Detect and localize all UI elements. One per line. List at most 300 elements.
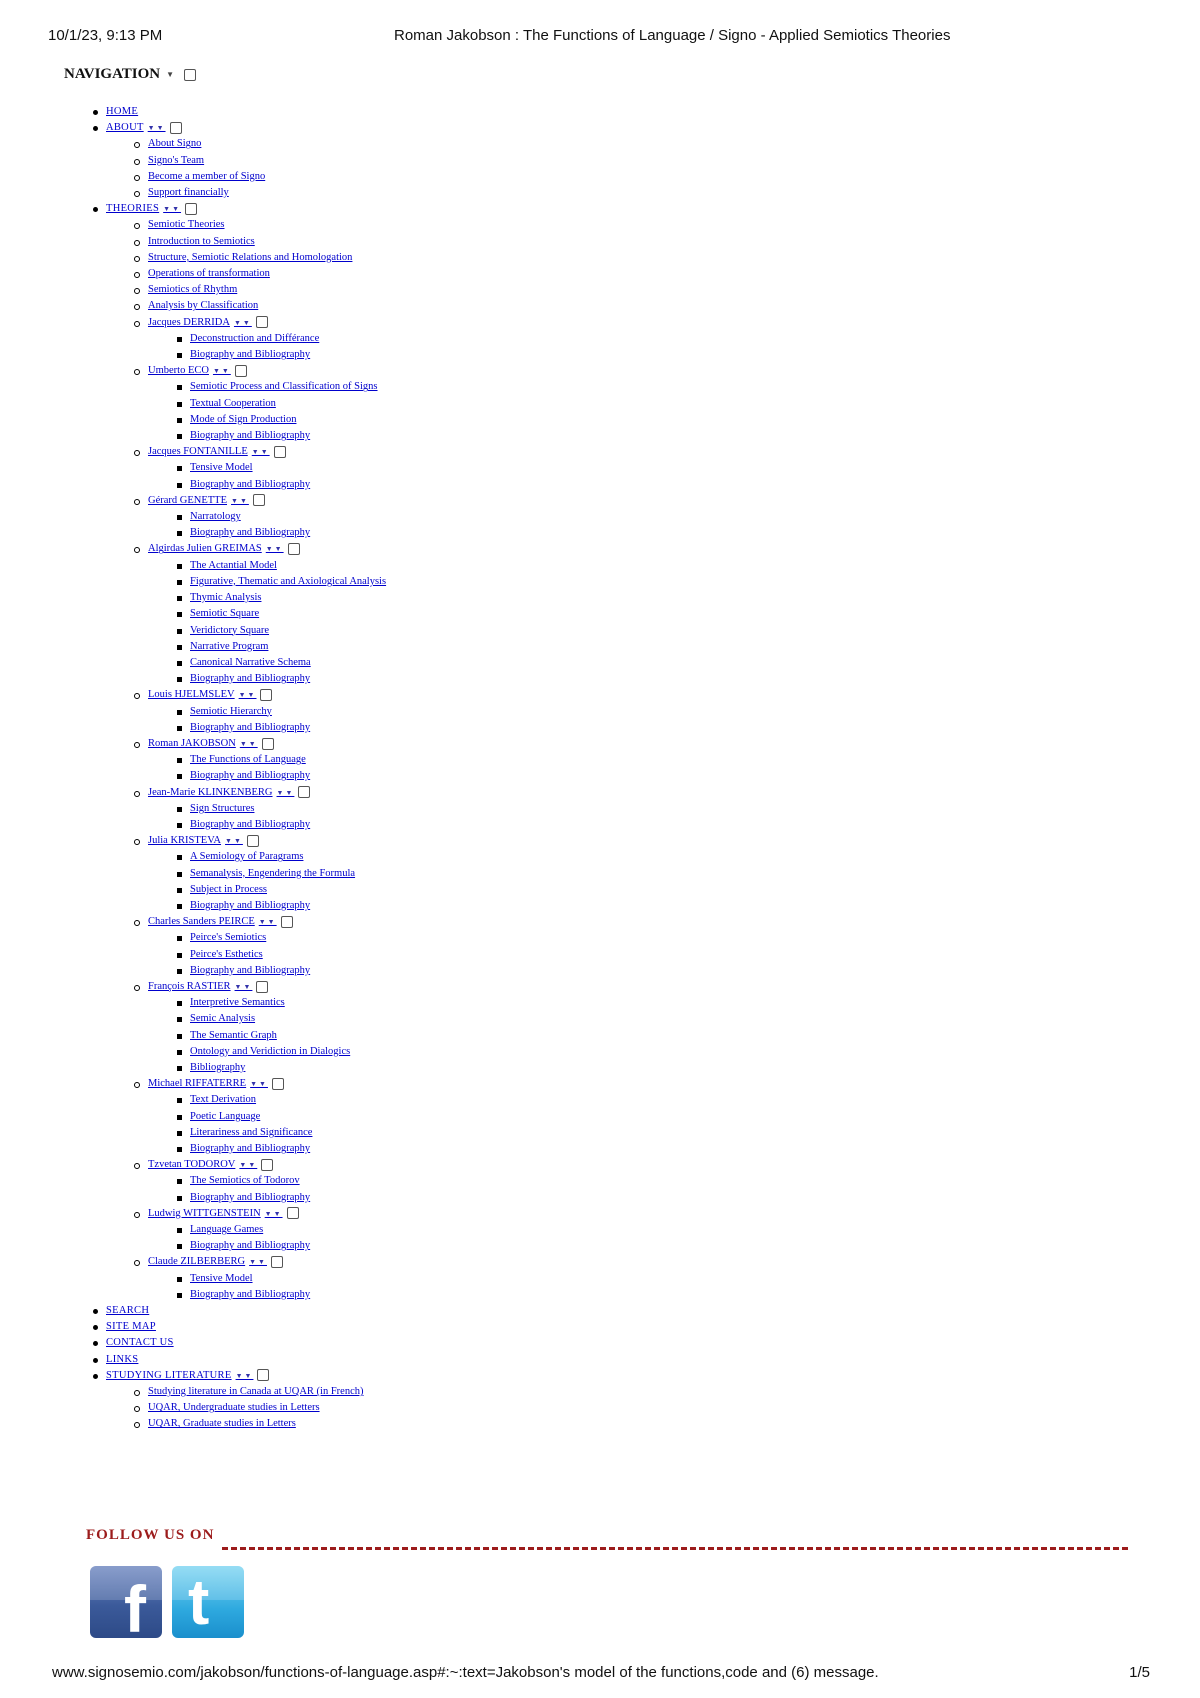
bullet-icon bbox=[93, 1341, 98, 1346]
nav-link-gerard-genette[interactable]: Gérard GENETTE ▼▼ bbox=[148, 494, 249, 506]
nav-list-level-3 bbox=[0, 1173, 1100, 1205]
bullet-icon bbox=[177, 1179, 182, 1184]
nav-link-uqar-graduate-studies-in-letters[interactable]: UQAR, Graduate studies in Letters bbox=[148, 1418, 296, 1430]
nav-item-jean-marie-klinkenberg bbox=[0, 785, 1100, 834]
nav-item-francois-rastier bbox=[0, 979, 1100, 1076]
expand-toggle-checkbox[interactable] bbox=[260, 689, 272, 701]
bullet-icon bbox=[177, 1098, 182, 1103]
bullet-icon bbox=[177, 402, 182, 407]
nav-item-peirce-s-esthetics bbox=[0, 947, 1100, 963]
nav-list-level-3 bbox=[0, 379, 1100, 444]
nav-list-level-3 bbox=[0, 1092, 1100, 1157]
nav-item-semic-analysis bbox=[0, 1011, 1100, 1027]
bullet-icon bbox=[177, 418, 182, 423]
bullet-icon bbox=[177, 434, 182, 439]
follow-us-heading: FOLLOW US ON bbox=[86, 1527, 215, 1543]
bullet-icon bbox=[177, 823, 182, 828]
nav-link-umberto-eco[interactable]: Umberto ECO ▼▼ bbox=[148, 365, 231, 377]
nav-link-biography-and-bibliography[interactable]: Biography and Bibliography bbox=[190, 430, 311, 442]
nav-item-contact-us bbox=[0, 1335, 1100, 1351]
nav-list-level-3 bbox=[0, 704, 1100, 736]
bullet-icon bbox=[134, 1082, 140, 1088]
bullet-icon bbox=[177, 1050, 182, 1055]
nav-item-biography-and-bibliography bbox=[0, 347, 1100, 363]
bullet-icon bbox=[134, 742, 140, 748]
nav-item-canonical-narrative-schema bbox=[0, 655, 1100, 671]
chevron-down-icon[interactable]: ▼▼ bbox=[251, 448, 270, 457]
expand-toggle-checkbox[interactable] bbox=[256, 981, 268, 993]
nav-link-figurative-thematic-and-axiological-analysis[interactable]: Figurative, Thematic and Axiological Analysis bbox=[190, 575, 387, 587]
navigation-heading-label: NAVIGATION bbox=[64, 66, 161, 82]
nav-link-tzvetan-todorov[interactable]: Tzvetan TODOROV ▼▼ bbox=[148, 1159, 258, 1171]
twitter-glyph: t bbox=[188, 1566, 210, 1638]
expand-toggle-checkbox[interactable] bbox=[253, 494, 265, 506]
expand-toggle-checkbox[interactable] bbox=[298, 786, 310, 798]
nav-item-biography-and-bibliography bbox=[0, 525, 1100, 541]
nav-link-semanalysis-engendering-the-formula[interactable]: Semanalysis, Engendering the Formula bbox=[190, 867, 356, 879]
expand-toggle-checkbox[interactable] bbox=[262, 738, 274, 750]
nav-link-support-financially[interactable]: Support financially bbox=[148, 187, 229, 199]
chevron-down-icon[interactable]: ▼▼ bbox=[258, 918, 277, 927]
bullet-icon bbox=[134, 499, 140, 505]
nav-link-the-semiotics-of-todorov[interactable]: The Semiotics of Todorov bbox=[190, 1175, 300, 1187]
nav-link-canonical-narrative-schema[interactable]: Canonical Narrative Schema bbox=[190, 656, 311, 668]
nav-item-theories bbox=[0, 201, 1100, 1303]
bullet-icon bbox=[134, 1406, 140, 1412]
nav-item-biography-and-bibliography bbox=[0, 1141, 1100, 1157]
print-url: www.signosemio.com/jakobson/functions-of-language.asp#:~:text=Jakobson's model of the functions,code and (6) message. bbox=[52, 1664, 879, 1681]
chevron-down-icon[interactable]: ▼▼ bbox=[234, 982, 253, 991]
twitter-icon[interactable] bbox=[172, 1566, 244, 1638]
nav-link-links[interactable]: LINKS bbox=[106, 1353, 139, 1365]
nav-item-ludwig-wittgenstein bbox=[0, 1206, 1100, 1255]
nav-item-charles-sanders-peirce bbox=[0, 914, 1100, 979]
nav-item-jacques-fontanille bbox=[0, 444, 1100, 493]
bullet-icon bbox=[177, 1277, 182, 1282]
chevron-down-icon[interactable]: ▼▼ bbox=[233, 318, 252, 327]
nav-link-julia-kristeva[interactable]: Julia KRISTEVA ▼▼ bbox=[148, 835, 243, 847]
facebook-icon[interactable] bbox=[90, 1566, 162, 1638]
nav-list-level-1 bbox=[0, 104, 1100, 1433]
bullet-icon bbox=[177, 1196, 182, 1201]
nav-item-michael-riffaterre bbox=[0, 1076, 1100, 1157]
bullet-icon bbox=[177, 385, 182, 390]
nav-list-level-3 bbox=[0, 509, 1100, 541]
nav-item-structure-semiotic-relations-and-homologation bbox=[0, 250, 1100, 266]
print-page-number: 1/5 bbox=[1129, 1664, 1150, 1681]
chevron-down-icon[interactable]: ▼▼ bbox=[163, 205, 182, 214]
bullet-icon bbox=[93, 1325, 98, 1330]
nav-item-the-actantial-model bbox=[0, 558, 1100, 574]
nav-link-biography-and-bibliography[interactable]: Biography and Bibliography bbox=[190, 349, 311, 361]
nav-item-biography-and-bibliography bbox=[0, 1190, 1100, 1206]
nav-link-a-semiology-of-paragrams[interactable]: A Semiology of Paragrams bbox=[190, 851, 304, 863]
nav-link-studying-literature[interactable]: STUDYING LITERATURE ▼▼ bbox=[106, 1369, 254, 1381]
print-page-title: Roman Jakobson : The Functions of Language / Signo - Applied Semiotics Theories bbox=[394, 27, 951, 44]
nav-link-sign-structures[interactable]: Sign Structures bbox=[190, 802, 255, 814]
nav-link-semiotic-theories[interactable]: Semiotic Theories bbox=[148, 219, 225, 231]
bullet-icon bbox=[177, 1017, 182, 1022]
nav-item-interpretive-semantics bbox=[0, 995, 1100, 1011]
bullet-icon bbox=[93, 110, 98, 115]
follow-divider bbox=[222, 1547, 1128, 1550]
nav-item-veridictory-square bbox=[0, 623, 1100, 639]
nav-item-biography-and-bibliography bbox=[0, 898, 1100, 914]
nav-link-structure-semiotic-relations-and-homologation[interactable]: Structure, Semiotic Relations and Homologation bbox=[148, 251, 353, 263]
bullet-icon bbox=[177, 888, 182, 893]
nav-link-biography-and-bibliography[interactable]: Biography and Bibliography bbox=[190, 899, 311, 911]
nav-link-michael-riffaterre[interactable]: Michael RIFFATERRE ▼▼ bbox=[148, 1078, 268, 1090]
nav-link-the-semantic-graph[interactable]: The Semantic Graph bbox=[190, 1029, 277, 1041]
bullet-icon bbox=[177, 710, 182, 715]
nav-link-text-derivation[interactable]: Text Derivation bbox=[190, 1094, 257, 1106]
nav-link-mode-of-sign-production[interactable]: Mode of Sign Production bbox=[190, 413, 297, 425]
nav-item-jacques-derrida bbox=[0, 315, 1100, 364]
chevron-down-icon[interactable]: ▼▼ bbox=[276, 788, 295, 797]
nav-item-semiotics-of-rhythm bbox=[0, 282, 1100, 298]
bullet-icon bbox=[134, 1260, 140, 1266]
nav-item-umberto-eco bbox=[0, 363, 1100, 444]
bullet-icon bbox=[134, 369, 140, 375]
nav-link-narratology[interactable]: Narratology bbox=[190, 511, 241, 523]
expand-toggle-checkbox[interactable] bbox=[274, 446, 286, 458]
nav-link-theories[interactable]: THEORIES ▼▼ bbox=[106, 203, 182, 215]
nav-link-biography-and-bibliography[interactable]: Biography and Bibliography bbox=[190, 770, 311, 782]
bullet-icon bbox=[177, 872, 182, 877]
nav-link-biography-and-bibliography[interactable]: Biography and Bibliography bbox=[190, 673, 311, 685]
nav-item-claude-zilberberg bbox=[0, 1254, 1100, 1303]
bullet-icon bbox=[134, 256, 140, 262]
chevron-down-icon[interactable]: ▼▼ bbox=[239, 739, 258, 748]
nav-item-biography-and-bibliography bbox=[0, 1287, 1100, 1303]
bullet-icon bbox=[177, 1131, 182, 1136]
nav-item-analysis-by-classification bbox=[0, 298, 1100, 314]
nav-link-poetic-language[interactable]: Poetic Language bbox=[190, 1110, 261, 1122]
bullet-icon bbox=[177, 1147, 182, 1152]
bullet-icon bbox=[177, 1115, 182, 1120]
nav-item-semiotic-theories bbox=[0, 217, 1100, 233]
expand-toggle-checkbox[interactable] bbox=[257, 1369, 269, 1381]
bullet-icon bbox=[134, 693, 140, 699]
nav-link-roman-jakobson[interactable]: Roman JAKOBSON ▼▼ bbox=[148, 737, 258, 749]
expand-toggle-checkbox[interactable] bbox=[272, 1078, 284, 1090]
bullet-icon bbox=[134, 1390, 140, 1396]
nav-item-deconstruction-and-differance bbox=[0, 331, 1100, 347]
nav-link-biography-and-bibliography[interactable]: Biography and Bibliography bbox=[190, 1191, 311, 1203]
bullet-icon bbox=[177, 645, 182, 650]
nav-link-algirdas-julien-greimas[interactable]: Algirdas Julien GREIMAS ▼▼ bbox=[148, 543, 284, 555]
bullet-icon bbox=[177, 1244, 182, 1249]
expand-toggle-checkbox[interactable] bbox=[247, 835, 259, 847]
bullet-icon bbox=[177, 726, 182, 731]
chevron-down-icon[interactable]: ▼▼ bbox=[265, 545, 284, 554]
nav-item-semiotic-hierarchy bbox=[0, 704, 1100, 720]
nav-link-the-functions-of-language[interactable]: The Functions of Language bbox=[190, 754, 306, 766]
nav-item-poetic-language bbox=[0, 1109, 1100, 1125]
nav-item-biography-and-bibliography bbox=[0, 1238, 1100, 1254]
nav-item-tensive-model bbox=[0, 1271, 1100, 1287]
nav-item-semiotic-square bbox=[0, 606, 1100, 622]
nav-list-level-3 bbox=[0, 995, 1100, 1076]
nav-link-biography-and-bibliography[interactable]: Biography and Bibliography bbox=[190, 478, 311, 490]
bullet-icon bbox=[134, 240, 140, 246]
bullet-icon bbox=[134, 985, 140, 991]
nav-item-algirdas-julien-greimas bbox=[0, 541, 1100, 687]
bullet-icon bbox=[177, 483, 182, 488]
bullet-icon bbox=[177, 531, 182, 536]
print-footer bbox=[0, 1664, 1200, 1686]
nav-item-home bbox=[0, 104, 1100, 120]
nav-link-veridictory-square[interactable]: Veridictory Square bbox=[190, 624, 270, 636]
bullet-icon bbox=[93, 1358, 98, 1363]
nav-list-level-3 bbox=[0, 460, 1100, 492]
nav-link-jacques-fontanille[interactable]: Jacques FONTANILLE ▼▼ bbox=[148, 446, 270, 458]
bullet-icon bbox=[93, 207, 98, 212]
nav-link-biography-and-bibliography[interactable]: Biography and Bibliography bbox=[190, 964, 311, 976]
nav-link-charles-sanders-peirce[interactable]: Charles Sanders PEIRCE ▼▼ bbox=[148, 916, 277, 928]
nav-list-level-2 bbox=[0, 136, 1100, 201]
nav-link-tensive-model[interactable]: Tensive Model bbox=[190, 1272, 253, 1284]
bullet-icon bbox=[93, 126, 98, 131]
nav-link-become-a-member-of-signo[interactable]: Become a member of Signo bbox=[148, 170, 266, 182]
nav-item-site-map bbox=[0, 1319, 1100, 1335]
navigation-heading[interactable] bbox=[64, 66, 196, 83]
nav-list-level-2 bbox=[0, 1384, 1100, 1433]
nav-item-introduction-to-semiotics bbox=[0, 234, 1100, 250]
nav-item-literariness-and-significance bbox=[0, 1125, 1100, 1141]
nav-link-biography-and-bibliography[interactable]: Biography and Bibliography bbox=[190, 818, 311, 830]
nav-item-studying-literature bbox=[0, 1368, 1100, 1433]
expand-toggle-checkbox[interactable] bbox=[271, 1256, 283, 1268]
nav-item-textual-cooperation bbox=[0, 396, 1100, 412]
nav-list-level-3 bbox=[0, 849, 1100, 914]
nav-link-louis-hjelmslev[interactable]: Louis HJELMSLEV ▼▼ bbox=[148, 689, 257, 701]
nav-item-support-financially bbox=[0, 185, 1100, 201]
nav-item-mode-of-sign-production bbox=[0, 412, 1100, 428]
nav-link-the-actantial-model[interactable]: The Actantial Model bbox=[190, 559, 277, 571]
bullet-icon bbox=[134, 191, 140, 197]
nav-link-semiotic-process-and-classification-of-signs[interactable]: Semiotic Process and Classification of Signs bbox=[190, 381, 378, 393]
nav-list-level-3 bbox=[0, 801, 1100, 833]
nav-link-tensive-model[interactable]: Tensive Model bbox=[190, 462, 253, 474]
bullet-icon bbox=[177, 904, 182, 909]
bullet-icon bbox=[134, 547, 140, 553]
nav-link-biography-and-bibliography[interactable]: Biography and Bibliography bbox=[190, 721, 311, 733]
expand-toggle-checkbox[interactable] bbox=[170, 122, 182, 134]
nav-item-subject-in-process bbox=[0, 882, 1100, 898]
bullet-icon bbox=[134, 791, 140, 797]
expand-toggle-checkbox[interactable] bbox=[256, 316, 268, 328]
bullet-icon bbox=[177, 596, 182, 601]
nav-item-studying-literature-in-canada-at-uqar-in-french bbox=[0, 1384, 1100, 1400]
bullet-icon bbox=[177, 936, 182, 941]
nav-list-level-3 bbox=[0, 930, 1100, 979]
bullet-icon bbox=[177, 758, 182, 763]
chevron-down-icon[interactable]: ▼▼ bbox=[249, 1258, 267, 1267]
nav-link-about[interactable]: ABOUT ▼▼ bbox=[106, 122, 166, 134]
nav-link-contact-us[interactable]: CONTACT US bbox=[106, 1337, 174, 1349]
nav-link-semiotic-square[interactable]: Semiotic Square bbox=[190, 608, 260, 620]
nav-item-biography-and-bibliography bbox=[0, 671, 1100, 687]
nav-item-louis-hjelmslev bbox=[0, 687, 1100, 736]
nav-link-francois-rastier[interactable]: François RASTIER ▼▼ bbox=[148, 980, 253, 992]
nav-list-level-3 bbox=[0, 558, 1100, 688]
nav-list-level-3 bbox=[0, 1222, 1100, 1254]
facebook-glyph: f bbox=[124, 1572, 146, 1638]
nav-list-level-3 bbox=[0, 1271, 1100, 1303]
bullet-icon bbox=[177, 564, 182, 569]
nav-link-uqar-undergraduate-studies-in-letters[interactable]: UQAR, Undergraduate studies in Letters bbox=[148, 1402, 320, 1414]
chevron-down-icon[interactable]: ▼▼ bbox=[250, 1080, 268, 1089]
bullet-icon bbox=[134, 304, 140, 310]
chevron-down-icon[interactable]: ▼▼ bbox=[225, 837, 243, 846]
nav-link-peirce-s-esthetics[interactable]: Peirce's Esthetics bbox=[190, 948, 263, 960]
print-header bbox=[0, 27, 1200, 49]
nav-link-studying-literature-in-canada-at-uqar-in-french[interactable]: Studying literature in Canada at UQAR (in French) bbox=[148, 1386, 364, 1398]
bullet-icon bbox=[134, 288, 140, 294]
nav-item-uqar-graduate-studies-in-letters bbox=[0, 1416, 1100, 1432]
expand-toggle-checkbox[interactable] bbox=[184, 69, 196, 81]
nav-link-site-map[interactable]: SITE MAP bbox=[106, 1321, 156, 1333]
bullet-icon bbox=[177, 353, 182, 358]
print-date: 10/1/23, 9:13 PM bbox=[48, 27, 163, 44]
nav-link-literariness-and-significance[interactable]: Literariness and Significance bbox=[190, 1126, 313, 1138]
bullet-icon bbox=[177, 969, 182, 974]
bullet-icon bbox=[134, 223, 140, 229]
bullet-icon bbox=[177, 580, 182, 585]
bullet-icon bbox=[177, 1293, 182, 1298]
bullet-icon bbox=[134, 175, 140, 181]
nav-item-the-semiotics-of-todorov bbox=[0, 1173, 1100, 1189]
bullet-icon bbox=[93, 1309, 98, 1314]
bullet-icon bbox=[177, 1001, 182, 1006]
bullet-icon bbox=[134, 1163, 140, 1169]
nav-link-semiotics-of-rhythm[interactable]: Semiotics of Rhythm bbox=[148, 284, 238, 296]
chevron-down-icon[interactable]: ▼▼ bbox=[147, 124, 166, 133]
nav-item-links bbox=[0, 1352, 1100, 1368]
nav-list-level-2 bbox=[0, 217, 1100, 1303]
nav-item-bibliography bbox=[0, 1060, 1100, 1076]
expand-toggle-checkbox[interactable] bbox=[235, 365, 247, 377]
bullet-icon bbox=[134, 839, 140, 845]
nav-link-semic-analysis[interactable]: Semic Analysis bbox=[190, 1013, 256, 1025]
nav-list-level-3 bbox=[0, 331, 1100, 363]
nav-list-level-3 bbox=[0, 752, 1100, 784]
nav-item-biography-and-bibliography bbox=[0, 477, 1100, 493]
chevron-down-icon[interactable]: ▼▼ bbox=[238, 691, 257, 700]
bullet-icon bbox=[93, 1374, 98, 1379]
bullet-icon bbox=[134, 272, 140, 278]
nav-link-biography-and-bibliography[interactable]: Biography and Bibliography bbox=[190, 527, 311, 539]
bullet-icon bbox=[177, 953, 182, 958]
nav-link-biography-and-bibliography[interactable]: Biography and Bibliography bbox=[190, 1240, 311, 1252]
bullet-icon bbox=[177, 1228, 182, 1233]
nav-item-about-signo bbox=[0, 136, 1100, 152]
nav-item-semanalysis-engendering-the-formula bbox=[0, 866, 1100, 882]
nav-item-biography-and-bibliography bbox=[0, 817, 1100, 833]
nav-link-textual-cooperation[interactable]: Textual Cooperation bbox=[190, 397, 276, 409]
nav-item-figurative-thematic-and-axiological-analysis bbox=[0, 574, 1100, 590]
chevron-down-icon[interactable]: ▼▼ bbox=[239, 1161, 258, 1170]
nav-item-sign-structures bbox=[0, 801, 1100, 817]
expand-toggle-checkbox[interactable] bbox=[281, 916, 293, 928]
nav-item-text-derivation bbox=[0, 1092, 1100, 1108]
chevron-down-icon[interactable]: ▼▼ bbox=[264, 1209, 283, 1218]
nav-link-narrative-program[interactable]: Narrative Program bbox=[190, 640, 269, 652]
nav-item-biography-and-bibliography bbox=[0, 768, 1100, 784]
nav-item-narrative-program bbox=[0, 639, 1100, 655]
nav-link-introduction-to-semiotics[interactable]: Introduction to Semiotics bbox=[148, 235, 255, 247]
nav-link-jean-marie-klinkenberg[interactable]: Jean-Marie KLINKENBERG ▼▼ bbox=[148, 786, 295, 798]
nav-link-peirce-s-semiotics[interactable]: Peirce's Semiotics bbox=[190, 932, 267, 944]
nav-link-signo-s-team[interactable]: Signo's Team bbox=[148, 154, 205, 166]
nav-item-biography-and-bibliography bbox=[0, 720, 1100, 736]
nav-item-the-semantic-graph bbox=[0, 1028, 1100, 1044]
bullet-icon bbox=[177, 855, 182, 860]
expand-toggle-checkbox[interactable] bbox=[185, 203, 197, 215]
bullet-icon bbox=[177, 466, 182, 471]
nav-item-narratology bbox=[0, 509, 1100, 525]
chevron-down-icon[interactable]: ▼▼ bbox=[235, 1371, 254, 1380]
bullet-icon bbox=[177, 337, 182, 342]
nav-item-signo-s-team bbox=[0, 153, 1100, 169]
nav-link-claude-zilberberg[interactable]: Claude ZILBERBERG ▼▼ bbox=[148, 1256, 267, 1268]
bullet-icon bbox=[177, 1034, 182, 1039]
expand-toggle-checkbox[interactable] bbox=[288, 543, 300, 555]
bullet-icon bbox=[134, 142, 140, 148]
nav-link-home[interactable]: HOME bbox=[106, 106, 139, 117]
nav-item-biography-and-bibliography bbox=[0, 428, 1100, 444]
nav-link-analysis-by-classification[interactable]: Analysis by Classification bbox=[148, 300, 259, 312]
expand-toggle-checkbox[interactable] bbox=[261, 1159, 273, 1171]
chevron-down-icon[interactable]: ▼▼ bbox=[231, 496, 249, 505]
nav-link-deconstruction-and-differance[interactable]: Deconstruction and Différance bbox=[190, 332, 320, 344]
nav-link-thymic-analysis[interactable]: Thymic Analysis bbox=[190, 592, 262, 604]
nav-link-search[interactable]: SEARCH bbox=[106, 1305, 150, 1317]
nav-link-interpretive-semantics[interactable]: Interpretive Semantics bbox=[190, 997, 285, 1009]
nav-item-about bbox=[0, 120, 1100, 201]
navigation-menu bbox=[0, 104, 1100, 1433]
expand-toggle-checkbox[interactable] bbox=[287, 1207, 299, 1219]
nav-link-operations-of-transformation[interactable]: Operations of transformation bbox=[148, 268, 270, 280]
nav-item-tensive-model bbox=[0, 460, 1100, 476]
nav-item-a-semiology-of-paragrams bbox=[0, 849, 1100, 865]
nav-item-thymic-analysis bbox=[0, 590, 1100, 606]
nav-link-bibliography[interactable]: Bibliography bbox=[190, 1061, 246, 1073]
nav-link-subject-in-process[interactable]: Subject in Process bbox=[190, 883, 267, 895]
nav-link-about-signo[interactable]: About Signo bbox=[148, 138, 202, 150]
nav-link-ludwig-wittgenstein[interactable]: Ludwig WITTGENSTEIN ▼▼ bbox=[148, 1207, 283, 1219]
bullet-icon bbox=[177, 774, 182, 779]
chevron-down-icon: ▼ bbox=[166, 70, 175, 79]
nav-item-roman-jakobson bbox=[0, 736, 1100, 785]
nav-link-biography-and-bibliography[interactable]: Biography and Bibliography bbox=[190, 1143, 311, 1154]
bullet-icon bbox=[177, 807, 182, 812]
bullet-icon bbox=[134, 1212, 140, 1218]
nav-item-semiotic-process-and-classification-of-signs bbox=[0, 379, 1100, 395]
bullet-icon bbox=[134, 450, 140, 456]
nav-link-biography-and-bibliography[interactable]: Biography and Bibliography bbox=[190, 1288, 311, 1300]
nav-item-language-games bbox=[0, 1222, 1100, 1238]
nav-item-uqar-undergraduate-studies-in-letters bbox=[0, 1400, 1100, 1416]
nav-item-julia-kristeva bbox=[0, 833, 1100, 914]
nav-link-language-games[interactable]: Language Games bbox=[190, 1224, 264, 1236]
nav-link-ontology-and-veridiction-in-dialogics[interactable]: Ontology and Veridiction in Dialogics bbox=[190, 1045, 351, 1057]
nav-link-jacques-derrida[interactable]: Jacques DERRIDA ▼▼ bbox=[148, 316, 252, 328]
chevron-down-icon[interactable]: ▼▼ bbox=[212, 367, 231, 376]
nav-item-become-a-member-of-signo bbox=[0, 169, 1100, 185]
nav-link-semiotic-hierarchy[interactable]: Semiotic Hierarchy bbox=[190, 705, 272, 717]
